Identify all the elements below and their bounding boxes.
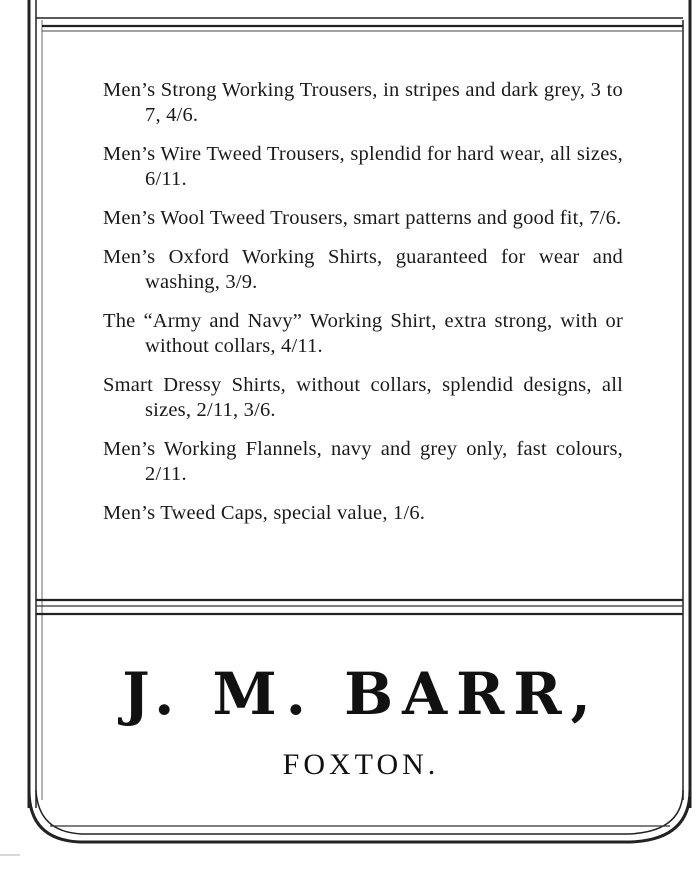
list-item: The “Army and Navy” Working Shirt, extra strong, with or without collars, 4/11. [103,310,623,357]
list-item: Men’s Tweed Caps, special value, 1/6. [103,502,426,524]
list-item: Men’s Wool Tweed Trousers, smart patterns and good fit, 7/6. [103,207,622,229]
list-item: Men’s Wire Tweed Trousers, splendid for hard wear, all sizes, 6/11. [103,143,623,190]
list-item: Men’s Working Flannels, navy and grey only, fast colours, 2/11. [103,438,623,485]
merchant-name: J. M. BARR, [122,660,600,728]
item-list [103,78,623,540]
list-item: Smart Dressy Shirts, without collars, splendid designs, all sizes, 2/11, 3/6. [103,374,623,421]
merchant-place: FOXTON. [282,748,440,781]
merchant-footer [36,618,686,818]
list-item: Men’s Strong Working Trousers, in stripes and dark grey, 3 to 7, 4/6. [103,79,623,126]
list-item: Men’s Oxford Working Shirts, guaranteed for wear and washing, 3/9. [103,246,623,293]
